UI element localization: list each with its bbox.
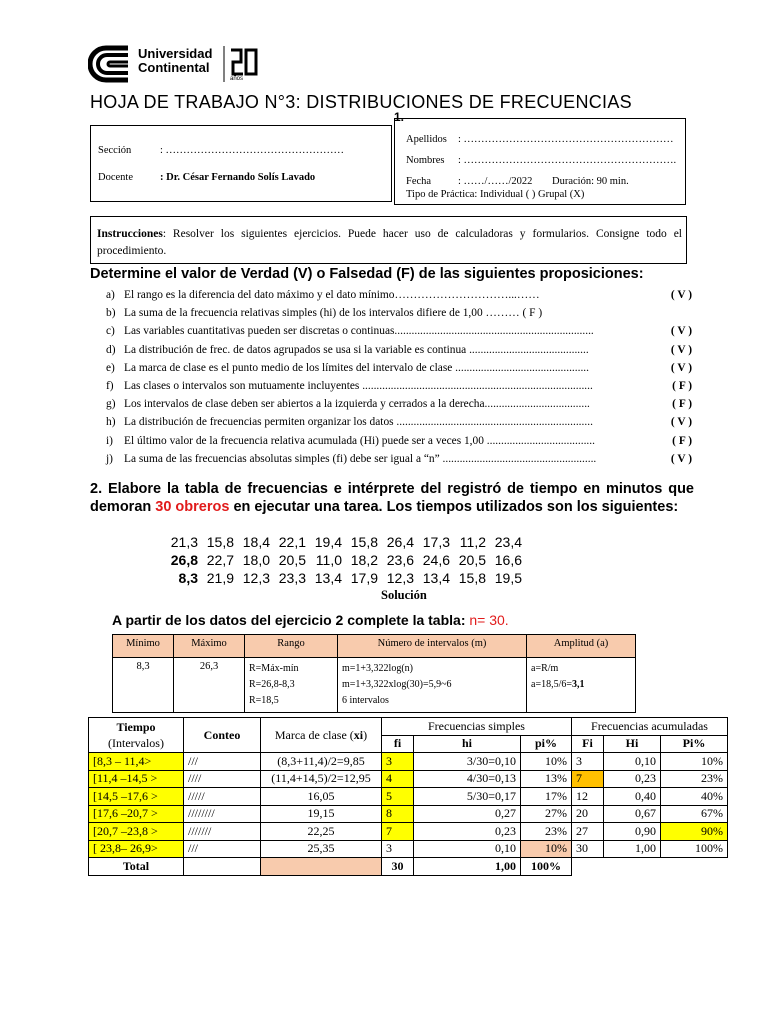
- cell-pi: 27%: [521, 805, 572, 823]
- cell-hi-acum: 0,67: [604, 805, 661, 823]
- intervalos-cell: [338, 658, 527, 713]
- data-value: 21,9: [206, 570, 234, 586]
- cell-hi-acum: 1,00: [604, 840, 661, 858]
- table-row: [89, 823, 728, 841]
- fecha-field[interactable]: : ……/……/2022: [458, 176, 533, 187]
- cell-hi: 0,27: [414, 805, 521, 823]
- col-Hi: Hi: [604, 735, 661, 753]
- cell-conteo: ////////: [184, 805, 261, 823]
- cell-fi: 8: [382, 805, 414, 823]
- proposition-item: [106, 377, 692, 395]
- section2-heading: [90, 480, 694, 516]
- col-tiempo: [89, 718, 184, 753]
- total-empty: [572, 858, 604, 876]
- proposition-letter: h): [106, 416, 116, 429]
- rango-line: R=18,5: [249, 695, 279, 706]
- proposition-item: [106, 322, 692, 340]
- data-value: 11,0: [315, 552, 342, 568]
- data-row: [152, 534, 522, 550]
- cell-conteo: ////: [184, 770, 261, 788]
- intervalos-line: m=1+3,322xlog(30)=5,9~6: [342, 679, 452, 690]
- intervalos-line: 6 intervalos: [342, 695, 389, 706]
- table-row: [89, 770, 728, 788]
- data-value: 22,1: [278, 534, 306, 550]
- rango-line: R=26,8-8,3: [249, 679, 295, 690]
- proposition-letter: c): [106, 325, 115, 338]
- data-value: 12,3: [386, 570, 414, 586]
- summary-header-row: [113, 635, 636, 658]
- seccion-label: Sección: [98, 145, 132, 156]
- marca-label: Marca de clase (: [274, 727, 354, 742]
- university-logo: [88, 42, 308, 86]
- rango-cell: [245, 658, 338, 713]
- docente-value: : Dr. César Fernando Solís Lavado: [160, 172, 316, 183]
- total-empty: [661, 858, 728, 876]
- cell-conteo: ///: [184, 840, 261, 858]
- frec-simples-header: Frecuencias simples: [382, 718, 572, 736]
- col-intervalos: Número de intervalos (m): [338, 635, 527, 658]
- col-marca: [261, 718, 382, 753]
- cell-hi: 0,23: [414, 823, 521, 841]
- proposition-text: La suma de las frecuencias absolutas simples (fi) debe ser igual a “n” ......................................................: [124, 452, 597, 465]
- table-row: [89, 840, 728, 858]
- col-conteo: Conteo: [184, 718, 261, 753]
- proposition-text: El rango es la diferencia del dato máximo y el dato mínimo…………………………...……: [124, 289, 540, 301]
- proposition-item: [106, 395, 692, 413]
- data-value: 26,4: [386, 534, 414, 550]
- proposition-answer: ( V ): [670, 361, 692, 374]
- proposition-letter: i): [106, 434, 113, 447]
- cell-fi-acum: 7: [572, 770, 604, 788]
- data-value: 11,2: [459, 534, 486, 550]
- proposition-text: Las variables cuantitativas pueden ser discretas o continuas......................................................................: [124, 325, 594, 338]
- data-value: 18,4: [242, 534, 270, 550]
- proposition-answer: ( F ): [672, 380, 692, 392]
- cell-fi: 5: [382, 788, 414, 806]
- n-value: n= 30.: [469, 612, 509, 628]
- cell-pi-acum: 100%: [661, 840, 728, 858]
- amplitud-cell: [527, 658, 636, 713]
- cell-pi-acum: 40%: [661, 788, 728, 806]
- cell-hi-acum: 0,40: [604, 788, 661, 806]
- col-hi: hi: [414, 735, 521, 753]
- proposition-letter: j): [106, 452, 113, 465]
- data-value: 23,3: [278, 570, 306, 586]
- proposition-text: Los intervalos de clase deben ser abiertos a la izquierda y cerrados a la derecha.....................................: [124, 398, 590, 411]
- data-value: 17,3: [422, 534, 450, 550]
- col-fi: fi: [382, 735, 414, 753]
- apellidos-label: Apellidos: [406, 134, 447, 145]
- docente-label: Docente: [98, 172, 133, 183]
- col-minimo: Mínimo: [113, 635, 174, 658]
- data-value: 16,6: [494, 552, 522, 568]
- proposition-item: [106, 286, 692, 304]
- cell-pi: 23%: [521, 823, 572, 841]
- cell-marca: (11,4+14,5)/2=12,95: [261, 770, 382, 788]
- cell-marca: 19,15: [261, 805, 382, 823]
- instructions-label: Instrucciones: [97, 228, 163, 240]
- frequency-table: [88, 717, 728, 876]
- amplitud-result: 3,1: [572, 679, 585, 690]
- data-value: 22,7: [206, 552, 234, 568]
- proposition-letter: d): [106, 343, 116, 356]
- section2-heading-before: 2. Elabore la tabla de frecuencias e intérprete del registró de tiempo en minutos que demoran: [90, 481, 694, 515]
- data-value: 20,5: [458, 552, 486, 568]
- proposition-item: [106, 432, 692, 450]
- amplitud-line: [531, 677, 631, 693]
- minimo-value: 8,3: [113, 658, 174, 713]
- cell-hi: 4/30=0,13: [414, 770, 521, 788]
- intervalos-label: (Intervalos): [108, 736, 164, 750]
- data-value: 18,0: [242, 552, 270, 568]
- university-name-line2: Continental: [138, 60, 210, 75]
- section1-title: Determine el valor de Verdad (V) o Falsedad (F) de las siguientes proposiciones:: [90, 266, 644, 282]
- data-value: 13,4: [314, 570, 342, 586]
- title-suffix: 1.: [394, 110, 405, 124]
- document-title: HOJA DE TRABAJO N°3: DISTRIBUCIONES DE FRECUENCIAS: [90, 92, 632, 112]
- total-conteo: [184, 858, 261, 876]
- cell-fi: 4: [382, 770, 414, 788]
- data-value: 12,3: [242, 570, 270, 586]
- maximo-value: 26,3: [174, 658, 245, 713]
- anniversary-word: años: [230, 76, 244, 82]
- cell-fi: 3: [382, 753, 414, 771]
- proposition-letter: e): [106, 361, 115, 374]
- proposition-answer: ( V ): [670, 343, 692, 356]
- fecha-label: Fecha: [406, 176, 432, 187]
- table-subtitle-text: A partir de los datos del ejercicio 2 complete la tabla:: [112, 612, 466, 628]
- data-value: 24,6: [422, 552, 450, 568]
- cell-pi-acum: 23%: [661, 770, 728, 788]
- data-value: 21,3: [170, 534, 198, 550]
- cell-intervalo: [20,7 –23,8 >: [89, 823, 184, 841]
- total-hi: 1,00: [414, 858, 521, 876]
- table-row: [89, 805, 728, 823]
- cell-fi-acum: 20: [572, 805, 604, 823]
- data-value: 15,8: [458, 570, 486, 586]
- data-value: 19,5: [494, 570, 522, 586]
- proposition-answer: ( V ): [670, 452, 692, 465]
- tipo-practica-text: Tipo de Práctica: Individual ( ) Grupal (X): [406, 189, 585, 200]
- marca-symbol: xi: [353, 727, 364, 742]
- total-marca: [261, 858, 382, 876]
- cell-hi: 5/30=0,17: [414, 788, 521, 806]
- cell-intervalo: [17,6 –20,7 >: [89, 805, 184, 823]
- cell-conteo: ///: [184, 753, 261, 771]
- cell-pi-acum: 10%: [661, 753, 728, 771]
- duracion-text: Duración: 90 min.: [552, 176, 629, 187]
- total-label: Total: [89, 858, 184, 876]
- col-Pi: Pi%: [661, 735, 728, 753]
- proposition-answer: [662, 304, 692, 322]
- cell-hi: 0,10: [414, 840, 521, 858]
- total-row: [89, 858, 728, 876]
- cell-pi: 13%: [521, 770, 572, 788]
- cell-hi-acum: 0,10: [604, 753, 661, 771]
- proposition-text: La distribución de frecuencias permiten organizar los datos .....................................................................: [124, 416, 593, 429]
- seccion-field[interactable]: : ……………………………………………: [160, 145, 345, 156]
- total-fi: 30: [382, 858, 414, 876]
- col-Fi: Fi: [572, 735, 604, 753]
- cell-pi: 17%: [521, 788, 572, 806]
- cell-pi-acum: 90%: [661, 823, 728, 841]
- proposition-text: El último valor de la frecuencia relativa acumulada (Hi) puede ser a veces 1,00 ......................................: [124, 434, 595, 447]
- proposition-text: La distribución de frec. de datos agrupados se usa si la variable es continua ..........................................: [124, 343, 589, 356]
- proposition-text: Las clases o intervalos son mutuamente incluyentes .................................................................................: [124, 380, 593, 392]
- section2-heading-after: en ejecutar una tarea. Los tiempos utilizados son los siguientes:: [229, 499, 679, 515]
- data-value: 26,8: [170, 552, 198, 568]
- nombres-field[interactable]: : …………………………………………………….: [458, 155, 677, 166]
- instructions-text: [97, 226, 682, 260]
- rango-line: R=Máx-mín: [249, 663, 299, 674]
- cell-pi: 10%: [521, 753, 572, 771]
- proposition-answer: ( V ): [670, 416, 692, 429]
- cell-pi: 10%: [521, 840, 572, 858]
- proposition-answer: ( V ): [670, 325, 692, 338]
- data-row: [152, 552, 522, 568]
- solucion-label: Solución: [381, 588, 427, 602]
- cell-marca: (8,3+11,4)/2=9,85: [261, 753, 382, 771]
- cell-fi: 7: [382, 823, 414, 841]
- cell-conteo: ///////: [184, 823, 261, 841]
- data-value: 23,6: [386, 552, 414, 568]
- summary-values-row: [113, 658, 636, 713]
- section-docente-box: [90, 125, 392, 202]
- data-row: [152, 570, 522, 586]
- cell-fi-acum: 27: [572, 823, 604, 841]
- cell-marca: 22,25: [261, 823, 382, 841]
- proposition-answer: ( F ): [672, 398, 692, 411]
- cell-marca: 16,05: [261, 788, 382, 806]
- cell-fi: 3: [382, 840, 414, 858]
- cell-intervalo: [8,3 – 11,4>: [89, 753, 184, 771]
- data-value: 13,4: [422, 570, 450, 586]
- freq-table-body: [89, 753, 728, 858]
- cell-intervalo: [11,4 –14,5 >: [89, 770, 184, 788]
- proposition-item: [106, 413, 692, 431]
- proposition-text: La marca de clase es el punto medio de los límites del intervalo de clase ...............................................: [124, 361, 589, 374]
- cell-fi-acum: 30: [572, 840, 604, 858]
- intervalos-line: m=1+3,322log(n): [342, 663, 413, 674]
- cell-hi: 3/30=0,10: [414, 753, 521, 771]
- tiempo-label: Tiempo: [116, 720, 156, 734]
- data-value: 15,8: [350, 534, 378, 550]
- apellidos-field[interactable]: : ……………………………………………………: [458, 134, 674, 145]
- proposition-letter: f): [106, 380, 114, 392]
- col-rango: Rango: [245, 635, 338, 658]
- table-subtitle: [112, 612, 509, 628]
- summary-table: [112, 634, 636, 713]
- proposition-item: [106, 450, 692, 468]
- proposition-answer: ( V ): [670, 289, 692, 301]
- instructions-body: : Resolver los siguientes ejercicios. Puede hacer uso de calculadoras y formularios. Consigne todo el procedimiento.: [97, 228, 682, 257]
- cell-hi-acum: 0,90: [604, 823, 661, 841]
- data-value: 19,4: [314, 534, 342, 550]
- proposition-item: [106, 341, 692, 359]
- freq-header-row-1: [89, 718, 728, 736]
- proposition-letter: g): [106, 398, 116, 411]
- cell-fi-acum: 3: [572, 753, 604, 771]
- col-maximo: Máximo: [174, 635, 245, 658]
- data-value: 15,8: [206, 534, 234, 550]
- cell-marca: 25,35: [261, 840, 382, 858]
- data-value: 8,3: [178, 570, 198, 586]
- data-value: 23,4: [494, 534, 522, 550]
- section2-highlight: 30 obreros: [155, 499, 230, 515]
- cell-pi-acum: 67%: [661, 805, 728, 823]
- data-value: 18,2: [350, 552, 378, 568]
- cell-intervalo: [ 23,8– 26,9>: [89, 840, 184, 858]
- amplitud-line: a=R/m: [531, 663, 559, 674]
- col-pi: pi%: [521, 735, 572, 753]
- amplitud-formula: a=18,5/6=: [531, 679, 572, 690]
- cell-intervalo: [14,5 –17,6 >: [89, 788, 184, 806]
- data-value: 20,5: [278, 552, 306, 568]
- proposition-answer: ( F ): [672, 434, 692, 447]
- table-row: [89, 753, 728, 771]
- university-name-line1: Universidad: [138, 46, 213, 61]
- frec-acumuladas-header: Frecuencias acumuladas: [572, 718, 728, 736]
- nombres-label: Nombres: [406, 155, 445, 166]
- data-value: 17,9: [350, 570, 378, 586]
- proposition-letter: b): [106, 307, 116, 320]
- cell-fi-acum: 12: [572, 788, 604, 806]
- proposition-item: [106, 304, 692, 322]
- marca-end: ): [363, 727, 368, 742]
- proposition-text: La suma de la frecuencia relativas simples (hi) de los intervalos difiere de 1,00 ……… ( F ): [124, 307, 543, 320]
- col-amplitud: Amplitud (a): [527, 635, 636, 658]
- total-pi: 100%: [521, 858, 572, 876]
- table-row: [89, 788, 728, 806]
- cell-conteo: /////: [184, 788, 261, 806]
- total-empty: [604, 858, 661, 876]
- proposition-letter: a): [106, 289, 115, 301]
- cell-hi-acum: 0,23: [604, 770, 661, 788]
- proposition-item: [106, 359, 692, 377]
